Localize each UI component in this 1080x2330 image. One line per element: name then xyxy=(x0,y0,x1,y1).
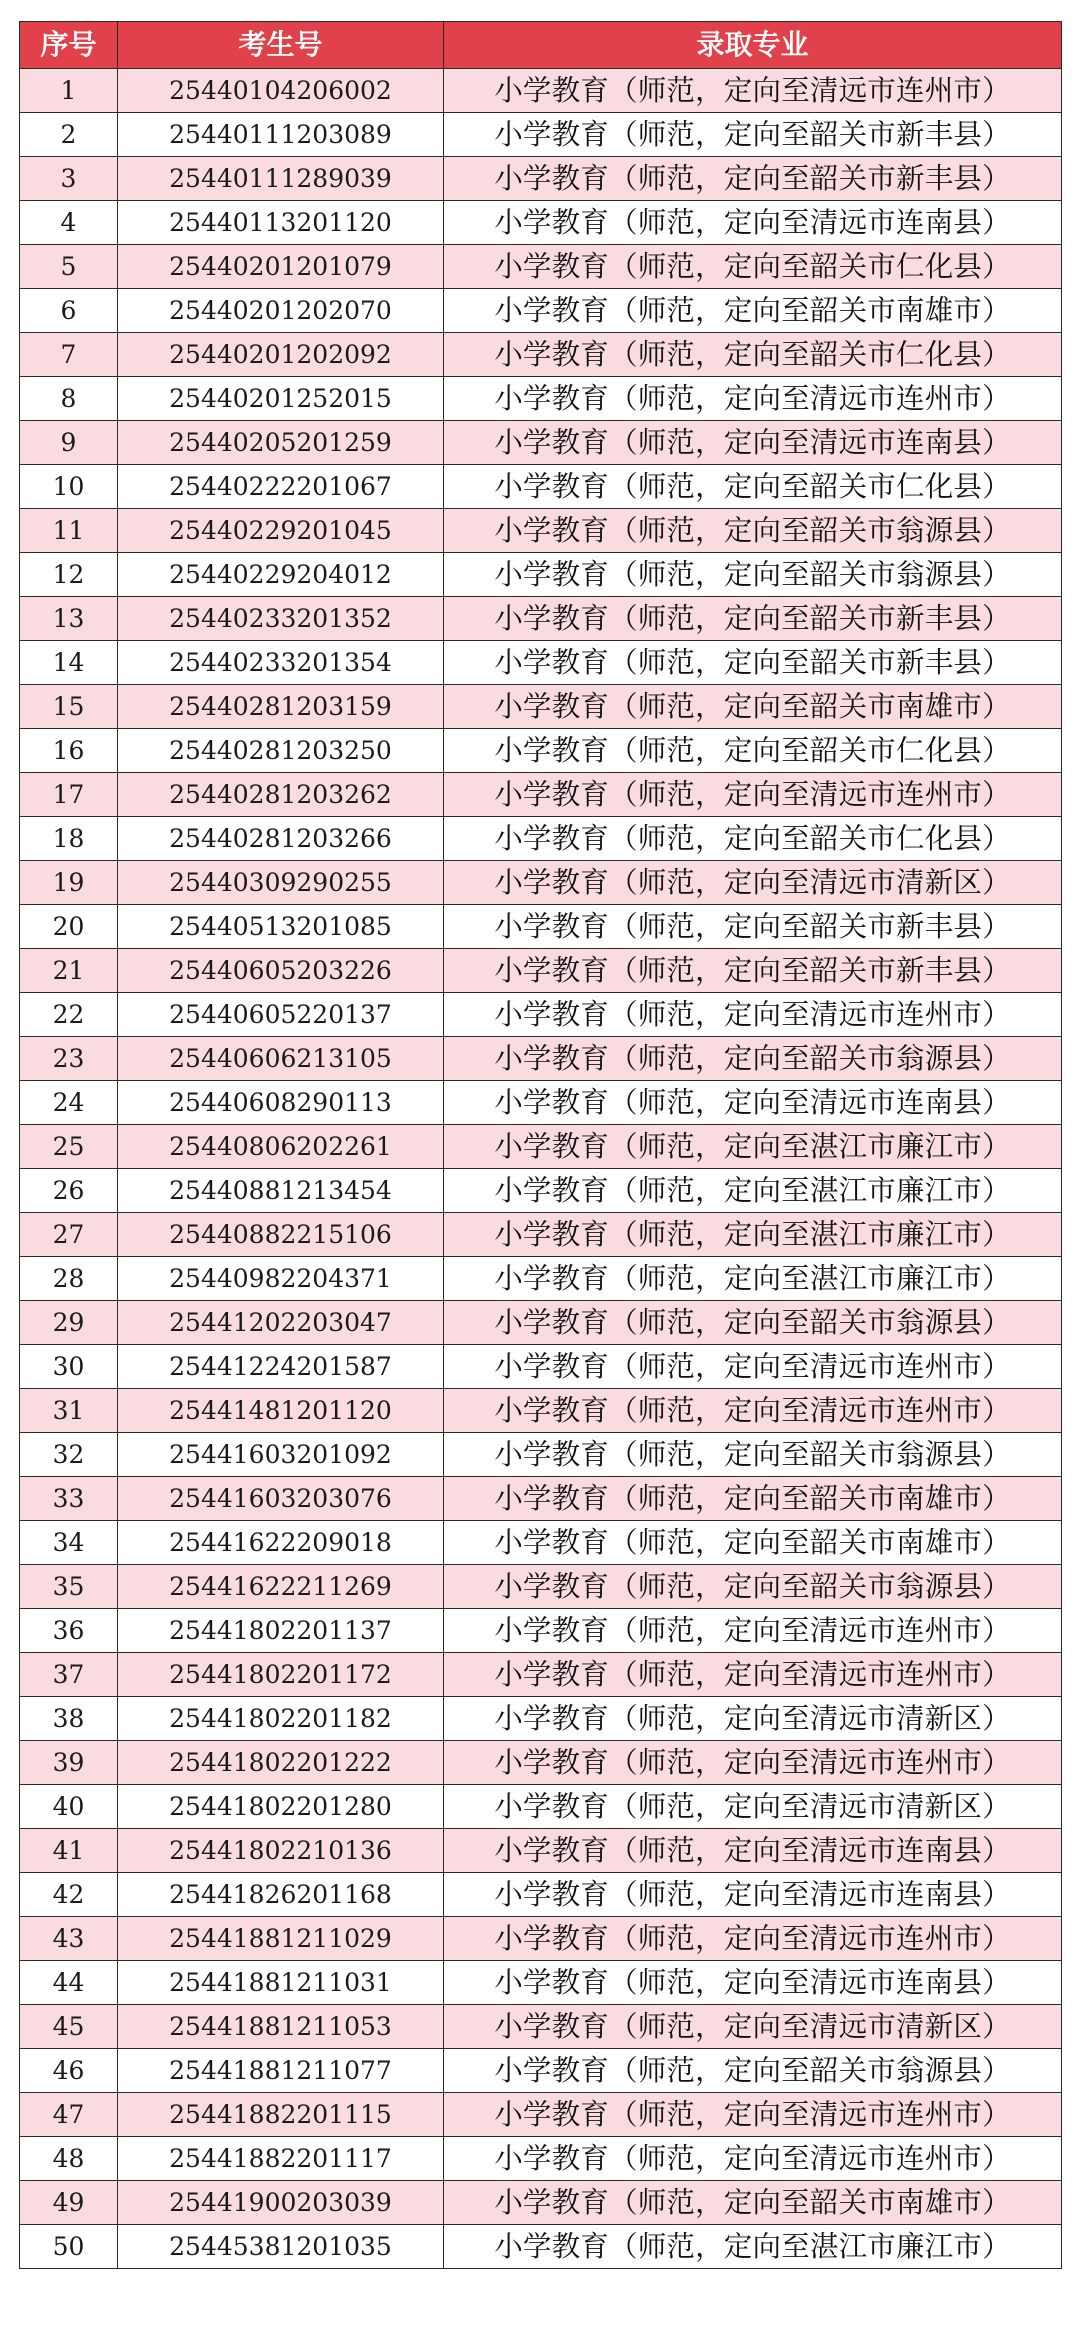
table-row xyxy=(20,509,1062,553)
row-seq: 46 xyxy=(20,2049,118,2093)
table-row xyxy=(20,1785,1062,1829)
row-candidate-id: 25441622211269 xyxy=(118,1565,444,1609)
row-candidate-id: 25440229201045 xyxy=(118,509,444,553)
row-seq: 31 xyxy=(20,1389,118,1433)
table-row xyxy=(20,1037,1062,1081)
row-major: 小学教育（师范，定向至韶关市翁源县） xyxy=(444,1037,1062,1081)
table-row xyxy=(20,553,1062,597)
row-major: 小学教育（师范，定向至湛江市廉江市） xyxy=(444,2225,1062,2269)
table-row xyxy=(20,1521,1062,1565)
table-row xyxy=(20,1873,1062,1917)
row-candidate-id: 25440201201079 xyxy=(118,245,444,289)
table-row xyxy=(20,1125,1062,1169)
row-seq: 43 xyxy=(20,1917,118,1961)
row-major: 小学教育（师范，定向至清远市连州市） xyxy=(444,1345,1062,1389)
row-seq: 35 xyxy=(20,1565,118,1609)
row-seq: 13 xyxy=(20,597,118,641)
header-major: 录取专业 xyxy=(444,22,1062,69)
table-row xyxy=(20,465,1062,509)
row-major: 小学教育（师范，定向至清远市连南县） xyxy=(444,1873,1062,1917)
row-major: 小学教育（师范，定向至清远市连南县） xyxy=(444,1829,1062,1873)
row-major: 小学教育（师范，定向至韶关市新丰县） xyxy=(444,641,1062,685)
row-candidate-id: 25440982204371 xyxy=(118,1257,444,1301)
row-seq: 41 xyxy=(20,1829,118,1873)
row-major: 小学教育（师范，定向至清远市连南县） xyxy=(444,201,1062,245)
row-candidate-id: 25441224201587 xyxy=(118,1345,444,1389)
table-row xyxy=(20,1081,1062,1125)
row-seq: 44 xyxy=(20,1961,118,2005)
table-row xyxy=(20,1565,1062,1609)
row-major: 小学教育（师范，定向至清远市清新区） xyxy=(444,861,1062,905)
table-row xyxy=(20,377,1062,421)
table-row xyxy=(20,1169,1062,1213)
row-candidate-id: 25440606213105 xyxy=(118,1037,444,1081)
table-row xyxy=(20,773,1062,817)
row-seq: 2 xyxy=(20,113,118,157)
admission-table xyxy=(19,21,1062,2269)
row-seq: 21 xyxy=(20,949,118,993)
row-major: 小学教育（师范，定向至韶关市翁源县） xyxy=(444,1565,1062,1609)
row-candidate-id: 25440605220137 xyxy=(118,993,444,1037)
row-seq: 28 xyxy=(20,1257,118,1301)
row-candidate-id: 25441826201168 xyxy=(118,1873,444,1917)
table-row xyxy=(20,1257,1062,1301)
table-row xyxy=(20,597,1062,641)
row-seq: 10 xyxy=(20,465,118,509)
row-seq: 16 xyxy=(20,729,118,773)
row-candidate-id: 25441802201172 xyxy=(118,1653,444,1697)
table-row xyxy=(20,2005,1062,2049)
table-row xyxy=(20,1433,1062,1477)
row-seq: 18 xyxy=(20,817,118,861)
table-row xyxy=(20,993,1062,1037)
row-seq: 33 xyxy=(20,1477,118,1521)
table-row xyxy=(20,2181,1062,2225)
row-seq: 48 xyxy=(20,2137,118,2181)
row-candidate-id: 25440201202092 xyxy=(118,333,444,377)
row-major: 小学教育（师范，定向至清远市连州市） xyxy=(444,2137,1062,2181)
row-major: 小学教育（师范，定向至清远市清新区） xyxy=(444,2005,1062,2049)
row-candidate-id: 25440222201067 xyxy=(118,465,444,509)
row-candidate-id: 25440229204012 xyxy=(118,553,444,597)
table-row xyxy=(20,2093,1062,2137)
row-candidate-id: 25440281203159 xyxy=(118,685,444,729)
row-candidate-id: 25440111203089 xyxy=(118,113,444,157)
row-seq: 23 xyxy=(20,1037,118,1081)
row-seq: 6 xyxy=(20,289,118,333)
row-seq: 29 xyxy=(20,1301,118,1345)
row-candidate-id: 25440806202261 xyxy=(118,1125,444,1169)
row-seq: 36 xyxy=(20,1609,118,1653)
row-candidate-id: 25441882201117 xyxy=(118,2137,444,2181)
row-candidate-id: 25445381201035 xyxy=(118,2225,444,2269)
header-seq: 序号 xyxy=(20,22,118,69)
table-row xyxy=(20,1345,1062,1389)
row-seq: 9 xyxy=(20,421,118,465)
table-row xyxy=(20,113,1062,157)
table-row xyxy=(20,1213,1062,1257)
row-seq: 12 xyxy=(20,553,118,597)
row-seq: 47 xyxy=(20,2093,118,2137)
row-candidate-id: 25440281203262 xyxy=(118,773,444,817)
row-major: 小学教育（师范，定向至韶关市翁源县） xyxy=(444,553,1062,597)
table-row xyxy=(20,905,1062,949)
row-candidate-id: 25441881211077 xyxy=(118,2049,444,2093)
row-seq: 8 xyxy=(20,377,118,421)
row-major: 小学教育（师范，定向至韶关市南雄市） xyxy=(444,1521,1062,1565)
row-major: 小学教育（师范，定向至清远市连南县） xyxy=(444,1961,1062,2005)
row-seq: 38 xyxy=(20,1697,118,1741)
row-seq: 11 xyxy=(20,509,118,553)
row-candidate-id: 25440205201259 xyxy=(118,421,444,465)
table-row xyxy=(20,157,1062,201)
row-major: 小学教育（师范，定向至清远市连州市） xyxy=(444,377,1062,421)
row-major: 小学教育（师范，定向至韶关市仁化县） xyxy=(444,729,1062,773)
row-major: 小学教育（师范，定向至韶关市仁化县） xyxy=(444,817,1062,861)
row-candidate-id: 25440882215106 xyxy=(118,1213,444,1257)
row-major: 小学教育（师范，定向至湛江市廉江市） xyxy=(444,1257,1062,1301)
row-seq: 39 xyxy=(20,1741,118,1785)
table-row xyxy=(20,1653,1062,1697)
table-row xyxy=(20,949,1062,993)
table-row xyxy=(20,1477,1062,1521)
table-row xyxy=(20,1609,1062,1653)
row-seq: 27 xyxy=(20,1213,118,1257)
row-seq: 4 xyxy=(20,201,118,245)
row-seq: 14 xyxy=(20,641,118,685)
table-row xyxy=(20,861,1062,905)
table-row xyxy=(20,641,1062,685)
row-major: 小学教育（师范，定向至韶关市仁化县） xyxy=(444,245,1062,289)
row-candidate-id: 25441881211031 xyxy=(118,1961,444,2005)
row-candidate-id: 25440111289039 xyxy=(118,157,444,201)
row-major: 小学教育（师范，定向至清远市连州市） xyxy=(444,993,1062,1037)
row-major: 小学教育（师范，定向至清远市清新区） xyxy=(444,1697,1062,1741)
table-row xyxy=(20,333,1062,377)
row-seq: 26 xyxy=(20,1169,118,1213)
row-major: 小学教育（师范，定向至韶关市仁化县） xyxy=(444,333,1062,377)
row-candidate-id: 25440233201354 xyxy=(118,641,444,685)
row-seq: 40 xyxy=(20,1785,118,1829)
row-candidate-id: 25441802201182 xyxy=(118,1697,444,1741)
table-row xyxy=(20,245,1062,289)
row-seq: 50 xyxy=(20,2225,118,2269)
row-major: 小学教育（师范，定向至韶关市新丰县） xyxy=(444,949,1062,993)
row-seq: 42 xyxy=(20,1873,118,1917)
row-major: 小学教育（师范，定向至清远市连州市） xyxy=(444,2093,1062,2137)
row-seq: 15 xyxy=(20,685,118,729)
row-candidate-id: 25441802210136 xyxy=(118,1829,444,1873)
row-seq: 19 xyxy=(20,861,118,905)
table-row xyxy=(20,1697,1062,1741)
row-major: 小学教育（师范，定向至韶关市南雄市） xyxy=(444,289,1062,333)
table-row xyxy=(20,1961,1062,2005)
row-major: 小学教育（师范，定向至韶关市南雄市） xyxy=(444,685,1062,729)
table-row xyxy=(20,1917,1062,1961)
row-candidate-id: 25440113201120 xyxy=(118,201,444,245)
row-seq: 3 xyxy=(20,157,118,201)
row-major: 小学教育（师范，定向至韶关市仁化县） xyxy=(444,465,1062,509)
row-candidate-id: 25440233201352 xyxy=(118,597,444,641)
row-candidate-id: 25440201252015 xyxy=(118,377,444,421)
row-major: 小学教育（师范，定向至韶关市新丰县） xyxy=(444,157,1062,201)
table-row xyxy=(20,685,1062,729)
row-major: 小学教育（师范，定向至清远市连州市） xyxy=(444,1609,1062,1653)
row-seq: 30 xyxy=(20,1345,118,1389)
table-row xyxy=(20,1389,1062,1433)
row-major: 小学教育（师范，定向至清远市连州市） xyxy=(444,1653,1062,1697)
row-major: 小学教育（师范，定向至清远市连州市） xyxy=(444,69,1062,113)
row-seq: 17 xyxy=(20,773,118,817)
row-seq: 5 xyxy=(20,245,118,289)
row-seq: 49 xyxy=(20,2181,118,2225)
table-row xyxy=(20,1829,1062,1873)
table-row xyxy=(20,2225,1062,2269)
table-row xyxy=(20,69,1062,113)
row-major: 小学教育（师范，定向至韶关市新丰县） xyxy=(444,905,1062,949)
row-major: 小学教育（师范，定向至湛江市廉江市） xyxy=(444,1213,1062,1257)
row-seq: 20 xyxy=(20,905,118,949)
row-major: 小学教育（师范，定向至湛江市廉江市） xyxy=(444,1169,1062,1213)
row-major: 小学教育（师范，定向至清远市连州市） xyxy=(444,1917,1062,1961)
row-major: 小学教育（师范，定向至清远市清新区） xyxy=(444,1785,1062,1829)
row-major: 小学教育（师范，定向至清远市连州市） xyxy=(444,1389,1062,1433)
row-major: 小学教育（师范，定向至韶关市南雄市） xyxy=(444,2181,1062,2225)
row-candidate-id: 25441481201120 xyxy=(118,1389,444,1433)
row-major: 小学教育（师范，定向至清远市连州市） xyxy=(444,773,1062,817)
row-candidate-id: 25441881211029 xyxy=(118,1917,444,1961)
row-candidate-id: 25441202203047 xyxy=(118,1301,444,1345)
row-major: 小学教育（师范，定向至韶关市翁源县） xyxy=(444,1301,1062,1345)
row-candidate-id: 25441802201137 xyxy=(118,1609,444,1653)
row-candidate-id: 25441881211053 xyxy=(118,2005,444,2049)
row-seq: 45 xyxy=(20,2005,118,2049)
row-candidate-id: 25440513201085 xyxy=(118,905,444,949)
table-row xyxy=(20,201,1062,245)
row-candidate-id: 25441802201280 xyxy=(118,1785,444,1829)
header-candidate-id: 考生号 xyxy=(118,22,444,69)
row-major: 小学教育（师范，定向至韶关市翁源县） xyxy=(444,1433,1062,1477)
row-candidate-id: 25440608290113 xyxy=(118,1081,444,1125)
row-candidate-id: 25440881213454 xyxy=(118,1169,444,1213)
row-candidate-id: 25441603203076 xyxy=(118,1477,444,1521)
table-row xyxy=(20,1741,1062,1785)
row-candidate-id: 25440104206002 xyxy=(118,69,444,113)
row-candidate-id: 25440605203226 xyxy=(118,949,444,993)
row-major: 小学教育（师范，定向至韶关市南雄市） xyxy=(444,1477,1062,1521)
table-row xyxy=(20,817,1062,861)
row-candidate-id: 25441802201222 xyxy=(118,1741,444,1785)
row-major: 小学教育（师范，定向至韶关市新丰县） xyxy=(444,113,1062,157)
row-candidate-id: 25441882201115 xyxy=(118,2093,444,2137)
row-major: 小学教育（师范，定向至湛江市廉江市） xyxy=(444,1125,1062,1169)
row-seq: 37 xyxy=(20,1653,118,1697)
row-seq: 24 xyxy=(20,1081,118,1125)
row-seq: 25 xyxy=(20,1125,118,1169)
row-major: 小学教育（师范，定向至韶关市新丰县） xyxy=(444,597,1062,641)
row-major: 小学教育（师范，定向至韶关市翁源县） xyxy=(444,2049,1062,2093)
row-seq: 7 xyxy=(20,333,118,377)
table-row xyxy=(20,421,1062,465)
table-row xyxy=(20,2049,1062,2093)
row-candidate-id: 25440201202070 xyxy=(118,289,444,333)
table-row xyxy=(20,1301,1062,1345)
row-candidate-id: 25441622209018 xyxy=(118,1521,444,1565)
row-seq: 1 xyxy=(20,69,118,113)
row-candidate-id: 25440309290255 xyxy=(118,861,444,905)
table-row xyxy=(20,2137,1062,2181)
table-body xyxy=(20,69,1062,2269)
row-seq: 32 xyxy=(20,1433,118,1477)
row-major: 小学教育（师范，定向至清远市连南县） xyxy=(444,1081,1062,1125)
header-row xyxy=(20,22,1062,69)
row-candidate-id: 25441900203039 xyxy=(118,2181,444,2225)
row-major: 小学教育（师范，定向至清远市连南县） xyxy=(444,421,1062,465)
table-header xyxy=(20,22,1062,69)
row-major: 小学教育（师范，定向至韶关市翁源县） xyxy=(444,509,1062,553)
row-seq: 22 xyxy=(20,993,118,1037)
table-row xyxy=(20,289,1062,333)
row-candidate-id: 25441603201092 xyxy=(118,1433,444,1477)
table-row xyxy=(20,729,1062,773)
row-candidate-id: 25440281203266 xyxy=(118,817,444,861)
row-candidate-id: 25440281203250 xyxy=(118,729,444,773)
row-major: 小学教育（师范，定向至清远市连州市） xyxy=(444,1741,1062,1785)
row-seq: 34 xyxy=(20,1521,118,1565)
